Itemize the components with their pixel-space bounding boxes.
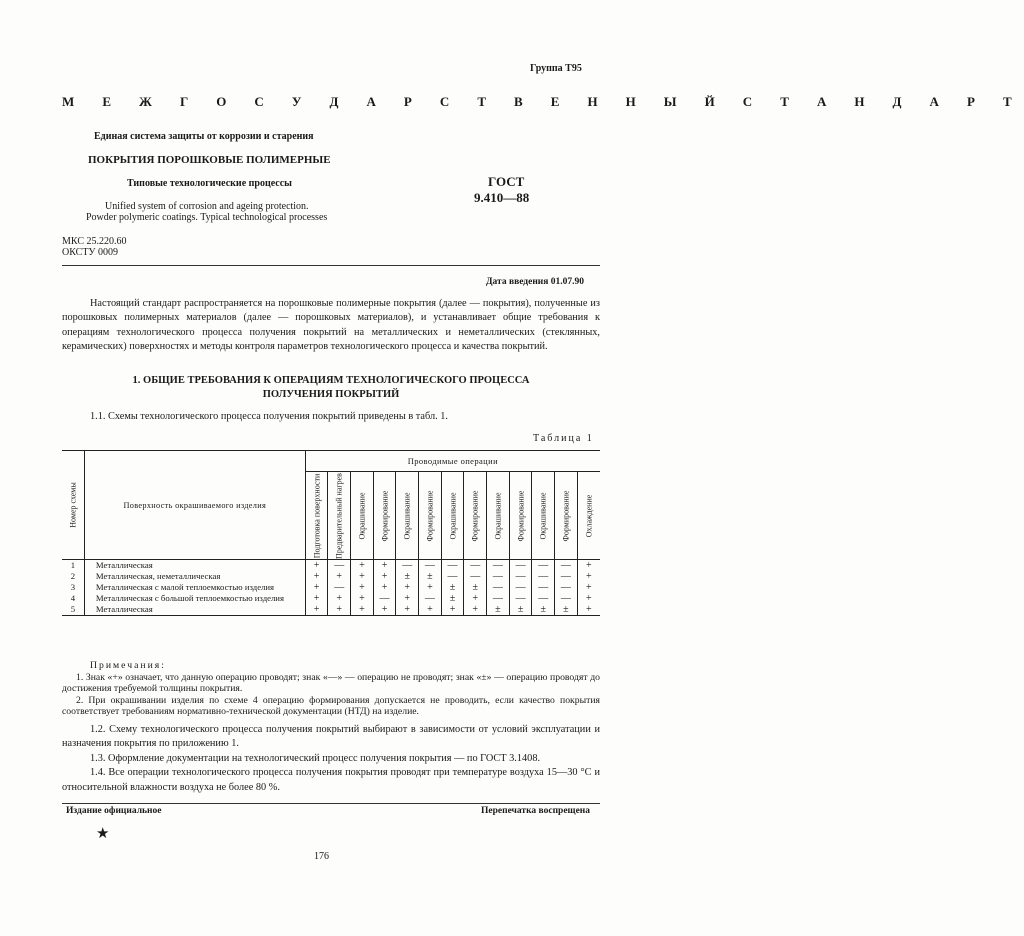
operation-header-text: Формирование bbox=[380, 490, 390, 541]
note-1: 1. Знак «+» означает, что данную операцию проводят; знак «—» — операцию не проводят; знак «±» — операцию проводят до достижения требуемой толщины покрытия. bbox=[62, 671, 600, 695]
operation-mark: + bbox=[396, 582, 419, 593]
group-code: Группа Т95 bbox=[530, 63, 582, 74]
operation-mark: + bbox=[419, 582, 442, 593]
table-row bbox=[62, 593, 600, 604]
operation-mark: ± bbox=[441, 582, 464, 593]
operation-mark: ± bbox=[464, 582, 487, 593]
operation-mark: + bbox=[351, 593, 374, 604]
surface-cell: Металлическая bbox=[84, 560, 305, 572]
operation-header-8 bbox=[464, 472, 487, 560]
english-title-line-1: Unified system of corrosion and ageing protection. bbox=[105, 201, 309, 212]
operation-mark: + bbox=[328, 604, 351, 616]
operation-header-7 bbox=[441, 472, 464, 560]
operation-mark: ± bbox=[532, 604, 555, 616]
operation-mark: ± bbox=[509, 604, 532, 616]
system-title: Единая система защиты от коррозии и старения bbox=[94, 131, 314, 142]
classification-codes bbox=[62, 236, 126, 258]
surface-cell: Металлическая, неметаллическая bbox=[84, 571, 305, 582]
operation-mark: — bbox=[555, 571, 578, 582]
operation-header-text: Формирование bbox=[470, 490, 480, 541]
mks-code: МКС 25.220.60 bbox=[62, 236, 127, 247]
table-row bbox=[62, 582, 600, 593]
operation-mark: + bbox=[351, 560, 374, 572]
operation-mark: + bbox=[305, 582, 328, 593]
section-1-heading-line-1: 1. ОБЩИЕ ТРЕБОВАНИЯ К ОПЕРАЦИЯМ ТЕХНОЛОГИЧЕСКОГО ПРОЦЕССА bbox=[132, 375, 530, 386]
operation-mark: ± bbox=[555, 604, 578, 616]
operation-header-text: Окрашивание bbox=[538, 492, 548, 539]
header-divider bbox=[62, 265, 600, 266]
operation-mark: — bbox=[487, 571, 510, 582]
operation-mark: + bbox=[305, 604, 328, 616]
clause-1-1: 1.1. Схемы технологического процесса получения покрытий приведены в табл. 1. bbox=[90, 411, 448, 422]
operation-mark: + bbox=[328, 593, 351, 604]
operation-mark: — bbox=[509, 560, 532, 572]
operation-mark: + bbox=[373, 604, 396, 616]
section-1-heading-line-2: ПОЛУЧЕНИЯ ПОКРЫТИЙ bbox=[262, 389, 400, 400]
operation-mark: — bbox=[487, 593, 510, 604]
operation-header-text: Окрашивание bbox=[402, 492, 412, 539]
operation-header-text: Формирование bbox=[561, 490, 571, 541]
effective-date: Дата введения 01.07.90 bbox=[486, 277, 585, 287]
section-1-heading bbox=[62, 374, 600, 402]
clause-1-2: 1.2. Схему технологического процесса получения покрытий выбирают в зависимости от условий эксплуатации и назначения покрытия по приложению 1. bbox=[62, 724, 600, 750]
operation-mark: + bbox=[373, 582, 396, 593]
table-row bbox=[62, 604, 600, 616]
operation-mark: — bbox=[509, 571, 532, 582]
operation-header-12 bbox=[555, 472, 578, 560]
operation-mark: — bbox=[532, 571, 555, 582]
operation-mark: + bbox=[305, 560, 328, 572]
operation-header-text: Окрашивание bbox=[448, 492, 458, 539]
operation-mark: — bbox=[487, 560, 510, 572]
operation-mark: + bbox=[328, 571, 351, 582]
surface-cell: Металлическая с большой теплоемкостью изделия bbox=[84, 593, 305, 604]
table-row bbox=[62, 571, 600, 582]
official-edition-label: Издание официальное bbox=[66, 806, 162, 816]
operation-mark: + bbox=[464, 593, 487, 604]
scheme-number: 1 bbox=[70, 560, 76, 570]
operation-mark: — bbox=[328, 560, 351, 572]
clause-1-3: 1.3. Оформление документации на технологический процесс получения покрытия — по ГОСТ 3.1408. bbox=[90, 752, 541, 764]
operation-mark: + bbox=[373, 560, 396, 572]
clause-1-4: 1.4. Все операции технологического процесса получения покрытия проводят при температуре воздуха 15—30 °С и относительной влажности воздуха не более 80 %. bbox=[62, 767, 600, 793]
operation-mark: + bbox=[577, 560, 600, 572]
operation-header-5 bbox=[396, 472, 419, 560]
operation-mark: + bbox=[464, 604, 487, 616]
english-title-line-2: Powder polymeric coatings. Typical technological processes bbox=[86, 212, 328, 223]
operation-mark: + bbox=[396, 604, 419, 616]
operation-mark: + bbox=[351, 582, 374, 593]
operation-header-text: Подготовка поверхности bbox=[312, 473, 322, 558]
operation-mark: + bbox=[577, 571, 600, 582]
operation-header-text: Окрашивание bbox=[357, 492, 367, 539]
operation-header-6 bbox=[419, 472, 442, 560]
document-title: ПОКРЫТИЯ ПОРОШКОВЫЕ ПОЛИМЕРНЫЕ bbox=[88, 154, 331, 166]
operation-mark: — bbox=[509, 582, 532, 593]
surface-cell: Металлическая с малой теплоемкостью изделия bbox=[84, 582, 305, 593]
operation-mark: — bbox=[441, 571, 464, 582]
operation-header-text: Охлаждение bbox=[584, 494, 594, 537]
operation-header-10 bbox=[509, 472, 532, 560]
operation-mark: — bbox=[396, 560, 419, 572]
operation-header-4 bbox=[373, 472, 396, 560]
operation-header-text: Предварительный нагрев bbox=[334, 472, 344, 559]
operation-header-1 bbox=[305, 472, 328, 560]
operation-mark: — bbox=[419, 593, 442, 604]
operation-mark: ± bbox=[396, 571, 419, 582]
document-subtitle: Типовые технологические процессы bbox=[127, 178, 292, 189]
operation-mark: + bbox=[577, 604, 600, 616]
operations-table bbox=[62, 450, 600, 616]
table-caption: Таблица 1 bbox=[533, 433, 594, 444]
note-2: 2. При окрашивании изделия по схеме 4 операцию формирования допускается не проводить, если качество покрытия соответствует требованиям нормативно-технической документации (НТД) на изделие. bbox=[62, 694, 600, 718]
clauses-1-2-to-1-4 bbox=[62, 723, 600, 795]
operation-mark: — bbox=[555, 582, 578, 593]
col-header-scheme-text: Номер схемы bbox=[68, 482, 78, 528]
operation-mark: — bbox=[487, 582, 510, 593]
operation-mark: + bbox=[577, 593, 600, 604]
operation-mark: — bbox=[532, 593, 555, 604]
scheme-number: 2 bbox=[70, 571, 76, 581]
operation-mark: + bbox=[419, 604, 442, 616]
scheme-number: 4 bbox=[70, 593, 76, 603]
gost-label: ГОСТ bbox=[488, 174, 525, 189]
reprint-prohibited-label: Перепечатка воспрещена bbox=[481, 806, 591, 816]
operation-mark: + bbox=[351, 604, 374, 616]
operation-mark: — bbox=[328, 582, 351, 593]
operation-mark: + bbox=[577, 582, 600, 593]
page-number: 176 bbox=[314, 851, 329, 862]
operation-header-9 bbox=[487, 472, 510, 560]
intro-paragraph: Настоящий стандарт распространяется на порошковые полимерные покрытия (далее — покрытия), полученные из порошковых полимерных материалов (далее — порошковых материалов), и устанавливает общие требования к операциям технологического процесса получения покрытий на металлических и неметаллических (стеклянных, керамических) поверхностях и методы контроля параметров технологического процесса и качества покрытий. bbox=[62, 298, 600, 353]
operation-mark: + bbox=[396, 593, 419, 604]
interstate-standard-banner: М Е Ж Г О С У Д А Р С Т В Е Н Н Ы Й С Т А Н Д А Р Т bbox=[62, 94, 1024, 109]
operation-mark: ± bbox=[487, 604, 510, 616]
table-notes bbox=[62, 660, 600, 718]
operation-header-13 bbox=[577, 472, 600, 560]
operation-mark: + bbox=[351, 571, 374, 582]
surface-cell: Металлическая bbox=[84, 604, 305, 616]
operation-header-text: Формирование bbox=[516, 490, 526, 541]
col-header-scheme bbox=[62, 451, 84, 560]
table-row bbox=[62, 560, 600, 572]
star-icon: ★ bbox=[96, 826, 110, 842]
operation-mark: — bbox=[532, 560, 555, 572]
operation-mark: — bbox=[555, 560, 578, 572]
operation-mark: — bbox=[464, 560, 487, 572]
operation-header-text: Окрашивание bbox=[493, 492, 503, 539]
okstu-code: ОКСТУ 0009 bbox=[62, 247, 119, 258]
operation-header-3 bbox=[351, 472, 374, 560]
notes-heading: Примечания: bbox=[90, 660, 166, 671]
table-body bbox=[62, 560, 600, 616]
operation-mark: — bbox=[373, 593, 396, 604]
operation-mark: ± bbox=[419, 571, 442, 582]
operation-mark: + bbox=[441, 604, 464, 616]
scheme-number: 5 bbox=[62, 604, 84, 616]
operation-mark: + bbox=[305, 571, 328, 582]
operation-mark: — bbox=[555, 593, 578, 604]
col-header-operations: Проводимые операции bbox=[305, 451, 600, 472]
operation-header-11 bbox=[532, 472, 555, 560]
operation-mark: — bbox=[441, 560, 464, 572]
operation-mark: — bbox=[464, 571, 487, 582]
operation-mark: + bbox=[305, 593, 328, 604]
operation-mark: — bbox=[509, 593, 532, 604]
gost-number: 9.410—88 bbox=[474, 190, 530, 205]
operation-mark: + bbox=[373, 571, 396, 582]
operation-mark: — bbox=[532, 582, 555, 593]
operation-mark: ± bbox=[441, 593, 464, 604]
operation-header-text: Формирование bbox=[425, 490, 435, 541]
col-header-surface: Поверхность окрашиваемого изделия bbox=[84, 451, 305, 560]
operation-header-2 bbox=[328, 472, 351, 560]
footer-divider bbox=[62, 803, 600, 804]
operation-mark: — bbox=[419, 560, 442, 572]
scheme-number: 3 bbox=[70, 582, 76, 592]
